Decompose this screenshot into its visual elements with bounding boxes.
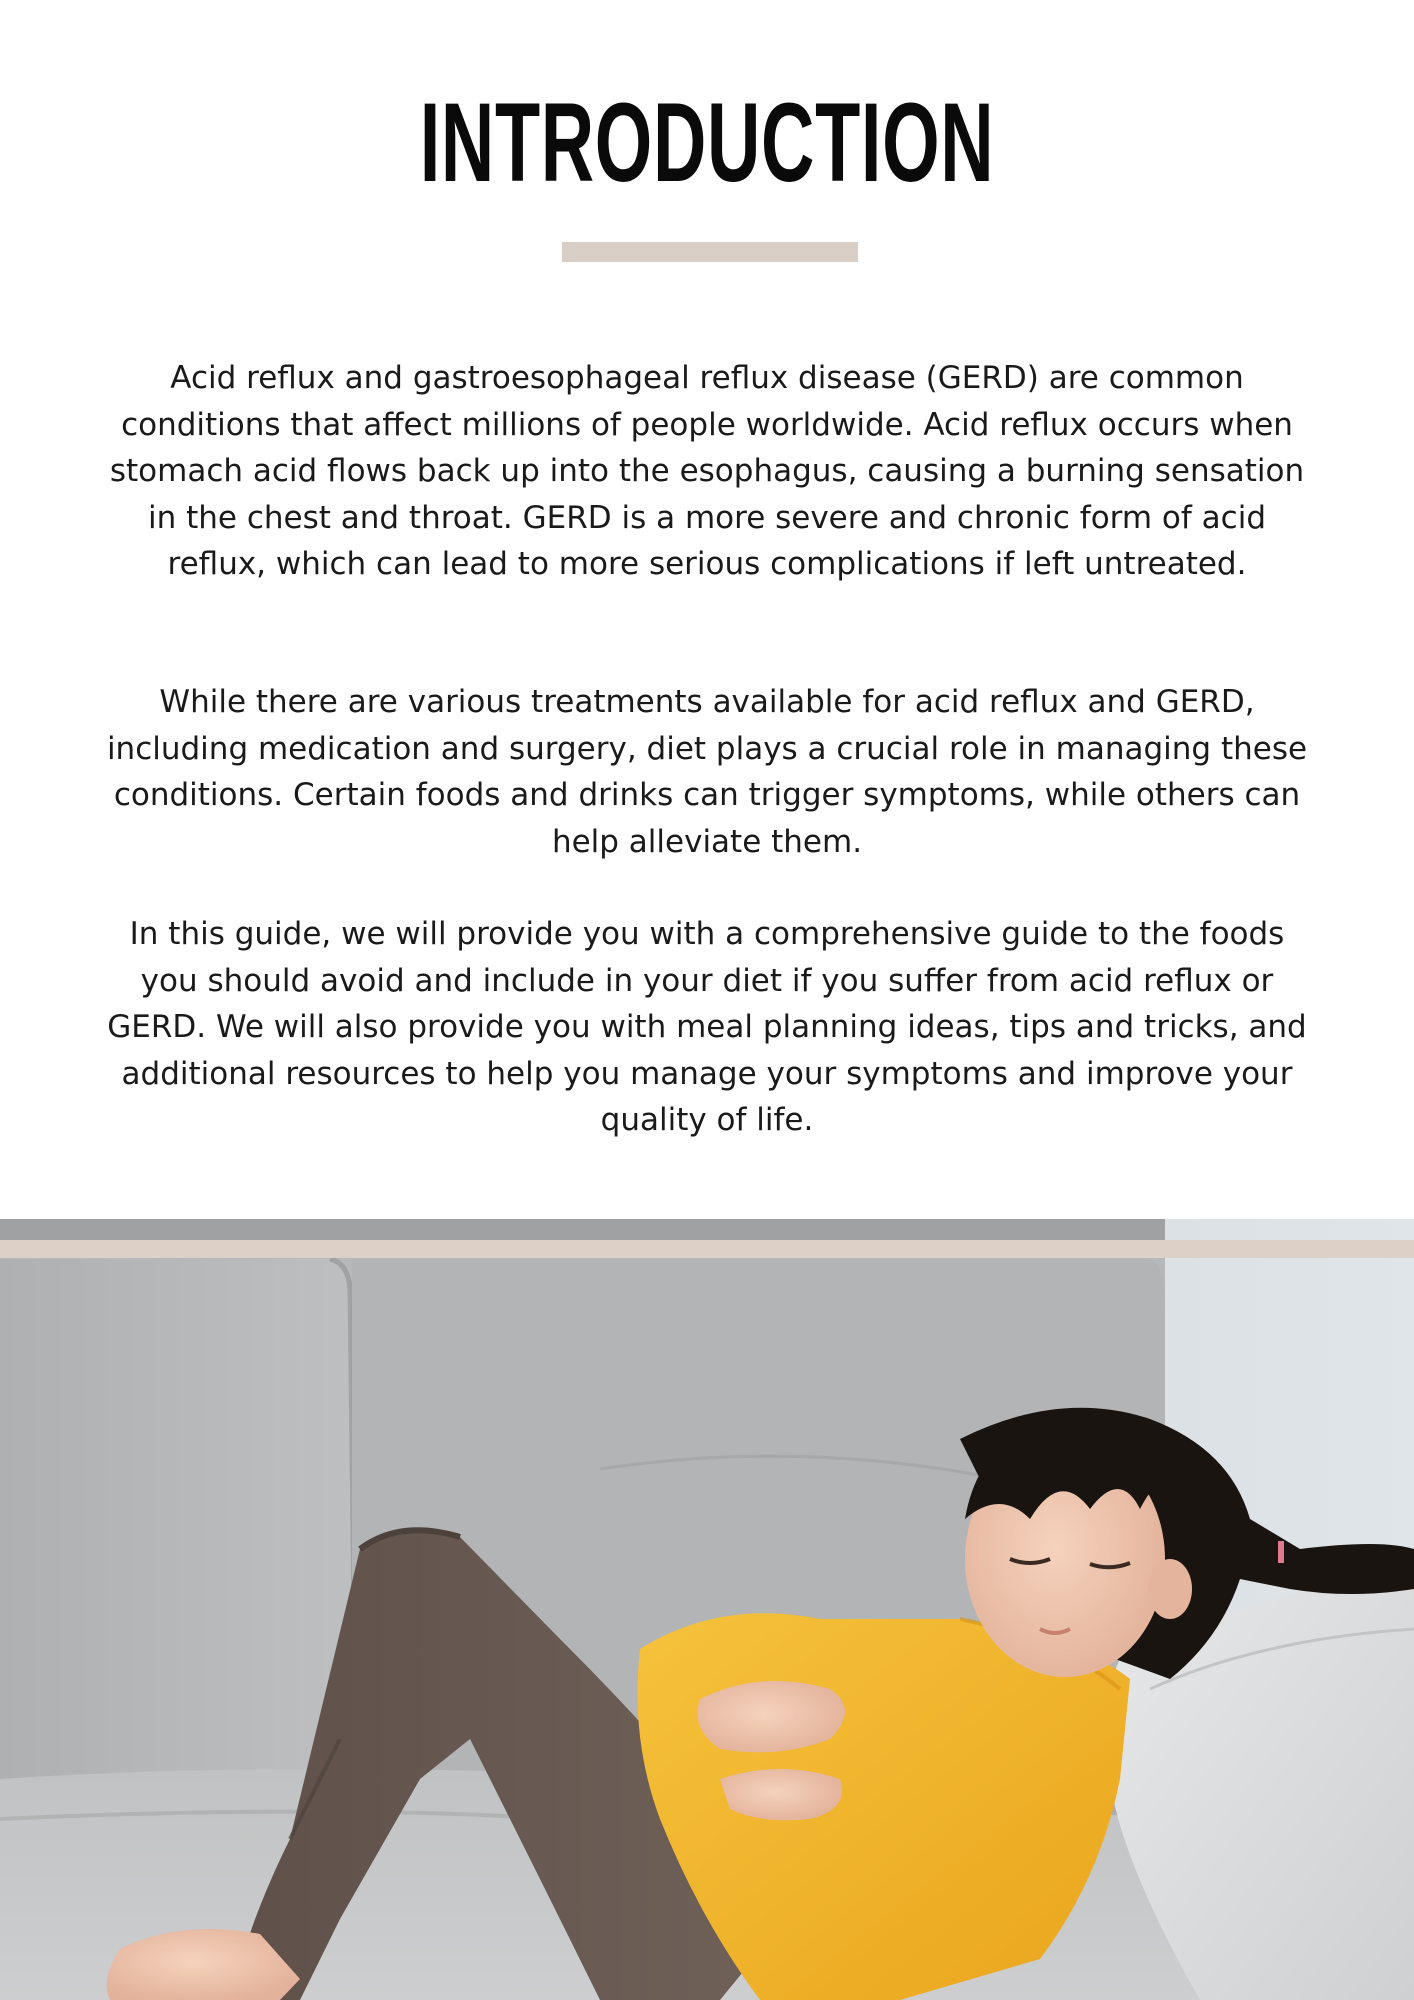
- intro-paragraph-1: Acid reflux and gastroesophageal reflux disease (GERD) are common conditions that affect millions of people worldwide. Acid reflux occurs when stomach acid flows back up into the esophagus, causing a burning sensation in the chest and throat. GERD is a more severe and chronic form of acid reflux, which can lead to more serious complications if left untreated.: [109, 360, 1305, 582]
- intro-paragraph-3: In this guide, we will provide you with a comprehensive guide to the foods you should avoid and include in your diet if you suffer from acid reflux or GERD. We will also provide you with meal planning ideas, tips and tricks, and additional resources to help you manage your symptoms and improve your quality of life.: [107, 916, 1307, 1138]
- title-underline-divider: [562, 242, 858, 262]
- photo-accent-band: [0, 1240, 1414, 1258]
- page-title: INTRODUCTION: [419, 80, 995, 205]
- child-on-sofa-photo: [0, 1219, 1414, 2000]
- intro-paragraph-2: While there are various treatments available for acid reflux and GERD, including medication and surgery, diet plays a crucial role in managing these conditions. Certain foods and drinks can trigger symptoms, while others can help alleviate them.: [106, 684, 1308, 860]
